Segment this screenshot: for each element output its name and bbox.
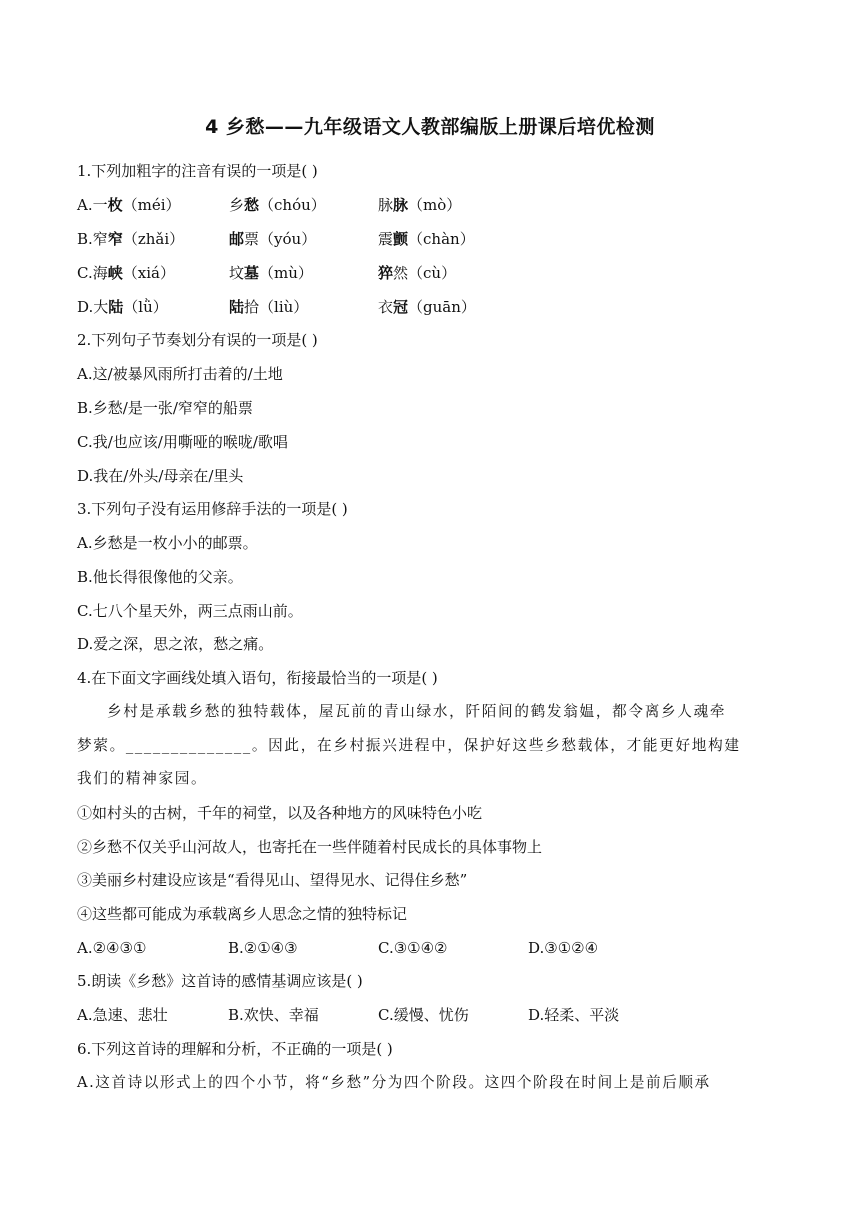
q4-option-c: C.③①④② [378, 939, 448, 957]
q5-option-c: C.缓慢、忧伤 [378, 1006, 469, 1024]
q1-d-letter: D. [77, 298, 94, 316]
q5-option-b: B.欢快、幸福 [228, 1006, 319, 1024]
q2-stem: 2.下列句子节奏划分有误的一项是( ) [77, 331, 318, 349]
q1-a-pinyin3: （mò） [408, 196, 462, 214]
q5-options [77, 1005, 797, 1025]
q3-stem: 3.下列句子没有运用修辞手法的一项是( ) [77, 500, 348, 518]
q1-d-pinyin2: （liù） [259, 298, 309, 316]
q4-item-2: ②乡愁不仅关乎山河故人，也寄托在一些伴随着村民成长的具体事物上 [77, 838, 543, 856]
page-title: 4 乡愁——九年级语文人教部编版上册课后培优检测 [205, 116, 655, 138]
q1-a-word1: 一枚 [92, 196, 123, 214]
q1-option-a [77, 195, 797, 215]
q1-option-c [77, 263, 797, 283]
q4-option-a: A.②④③① [77, 939, 147, 957]
q1-c-pinyin1: （xiá） [122, 264, 175, 282]
q5-option-d: D.轻柔、平淡 [528, 1006, 620, 1024]
q1-b-pinyin2: （yóu） [259, 230, 317, 248]
q1-c-pinyin3: （cù） [408, 264, 457, 282]
q1-a-letter: A. [77, 196, 93, 214]
q1-a-word2: 乡愁 [229, 196, 260, 214]
q5-option-a: A.急速、悲壮 [77, 1006, 168, 1024]
q3-option-d: D.爱之深，思之浓，愁之痛。 [77, 635, 274, 653]
q1-option-b [77, 229, 797, 249]
q4-option-b: B.②①④③ [228, 939, 298, 957]
q4-item-4: ④这些都可能成为承载离乡人思念之情的独特标记 [77, 905, 408, 923]
q4-options [77, 938, 797, 958]
q1-c-word3: 猝然 [378, 264, 409, 282]
q2-option-b: B.乡愁/是一张/窄窄的船票 [77, 399, 253, 417]
q4-passage-line2: 梦萦。______________。因此，在乡村振兴进程中，保护好这些乡愁载体，才能更好地构建 [77, 737, 741, 754]
q1-a-pinyin2: （chóu） [259, 196, 326, 214]
q4-passage-line3: 我们的精神家园。 [77, 770, 208, 787]
q4-passage-line1: 乡村是承载乡愁的独特载体，屋瓦前的青山绿水，阡陌间的鹤发翁媪，都令离乡人魂牵 [107, 703, 727, 720]
q1-d-word3: 衣冠 [378, 298, 409, 316]
q1-d-word1: 大陆 [93, 298, 124, 316]
q1-c-word1: 海峡 [92, 264, 123, 282]
q1-d-pinyin1: （lǜ） [123, 298, 168, 316]
q1-c-pinyin2: （mù） [259, 264, 313, 282]
q4-stem: 4.在下面文字画线处填入语句，衔接最恰当的一项是( ) [77, 669, 438, 687]
q2-option-d: D.我在/外头/母亲在/里头 [77, 467, 244, 485]
q4-option-d: D.③①②④ [528, 939, 599, 957]
q4-item-3: ③美丽乡村建设应该是“看得见山、望得见水、记得住乡愁” [77, 871, 468, 889]
q1-b-word1: 窄窄 [92, 230, 123, 248]
q4-item-1: ①如村头的古树，千年的祠堂，以及各种地方的风味特色小吃 [77, 804, 483, 822]
q5-stem: 5.朗读《乡愁》这首诗的感情基调应该是( ) [77, 972, 363, 990]
q1-stem: 1.下列加粗字的注音有误的一项是( ) [77, 162, 318, 180]
q1-b-word2: 邮票 [229, 230, 260, 248]
q1-d-word2: 陆拾 [229, 298, 260, 316]
q1-b-pinyin3: （chàn） [408, 230, 475, 248]
q1-c-word2: 坟墓 [229, 264, 260, 282]
q1-option-d [77, 297, 797, 317]
q1-b-word3: 震颤 [378, 230, 409, 248]
q1-c-letter: C. [77, 264, 93, 282]
q2-option-a: A.这/被暴风雨所打击着的/土地 [77, 365, 283, 383]
q3-option-c: C.七八个星天外，两三点雨山前。 [77, 602, 303, 620]
q3-option-b: B.他长得很像他的父亲。 [77, 568, 243, 586]
q3-option-a: A.乡愁是一枚小小的邮票。 [77, 534, 258, 552]
q1-b-pinyin1: （zhǎi） [122, 230, 185, 248]
q1-b-letter: B. [77, 230, 93, 248]
q6-option-a: A.这首诗以形式上的四个小节，将“乡愁”分为四个阶段。这四个阶段在时间上是前后顺承 [77, 1074, 711, 1091]
q6-stem: 6.下列这首诗的理解和分析，不正确的一项是( ) [77, 1040, 393, 1058]
q1-a-pinyin1: （méi） [122, 196, 181, 214]
q2-option-c: C.我/也应该/用嘶哑的喉咙/歌唱 [77, 433, 288, 451]
q1-a-word3: 脉脉 [378, 196, 409, 214]
q1-d-pinyin3: （guān） [408, 298, 476, 316]
